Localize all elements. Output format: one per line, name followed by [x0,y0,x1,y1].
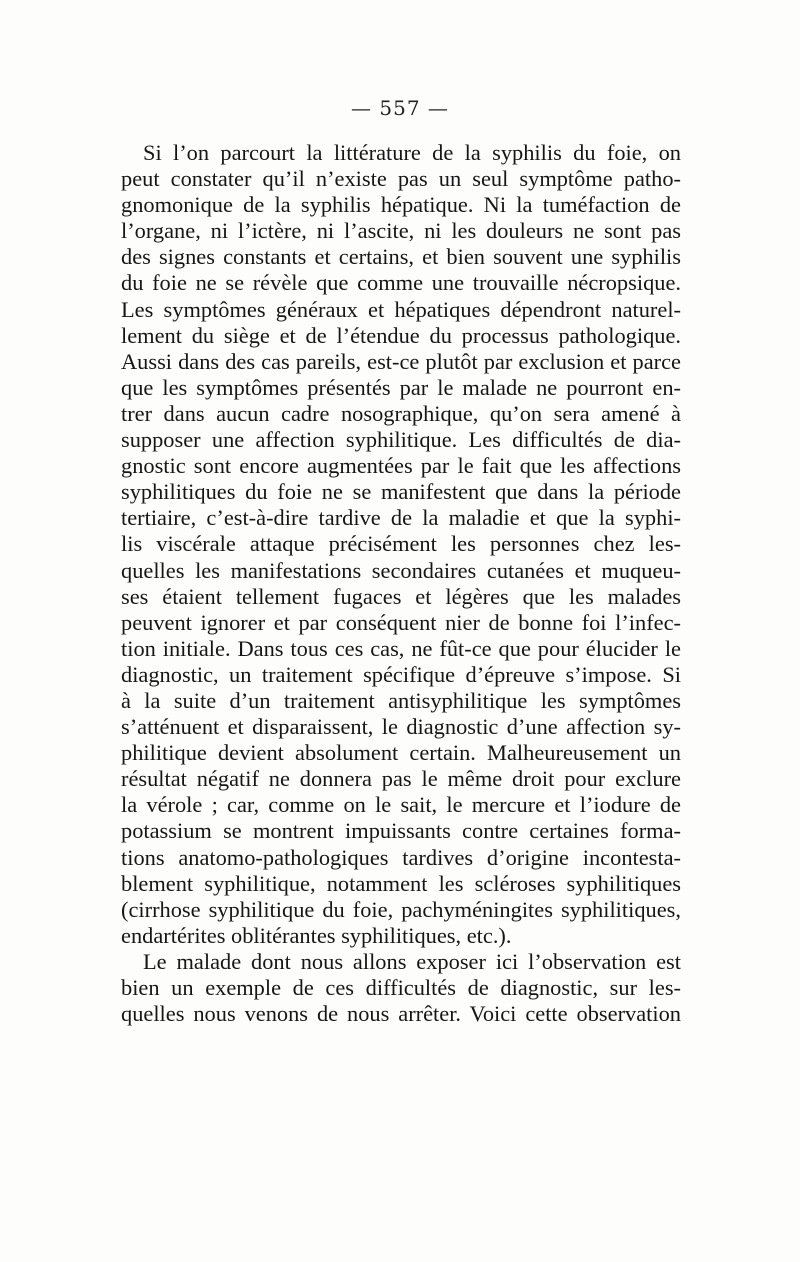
text-line: tertiaire, c’est-à-dire tardive de la maladie et que la syphi- [121,505,681,531]
text-line: philitique devient absolument certain. Malheureusement un [121,740,681,766]
text-line: que les symptômes présentés par le malade ne pourront en- [121,374,681,400]
text-line: résultat négatif ne donnera pas le même droit pour exclure [121,766,681,792]
text-line: bien un exemple de ces difficultés de diagnostic, sur les- [121,975,681,1000]
text-line: Les symptômes généraux et hépatiques dépendront naturel- [121,296,681,322]
text-line: endartérites oblitérantes syphilitiques, etc.). [121,922,512,948]
page-number: — 557 — [351,96,449,120]
text-line: gnostic sont encore augmentées par le fait que les affections [121,453,681,479]
text-line: l’organe, ni l’ictère, ni l’ascite, ni les douleurs ne sont pas [121,218,681,244]
text-line: supposer une affection syphilitique. Les difficultés de dia- [121,427,681,453]
text-line: tion initiale. Dans tous ces cas, ne fût-ce que pour élucider le [121,635,681,661]
text-line: (cirrhose syphilitique du foie, pachyméningites syphilitiques, [121,896,681,922]
text-line: quelles les manifestations secondaires cutanées et muqueu- [121,557,681,583]
text-line: tions anatomo-pathologiques tardives d’origine incontesta- [121,844,681,870]
text-line: Si l’on parcourt la littérature de la syphilis du foie, on [143,140,681,165]
text-line: diagnostic, un traitement spécifique d’épreuve s’impose. Si [121,661,681,687]
text-line: Le malade dont nous allons exposer ici l’observation est [143,948,681,974]
text-line: blement syphilitique, notamment les scléroses syphilitiques [121,870,681,896]
text-line: lis viscérale attaque précisément les personnes chez les- [121,531,681,557]
text-line: des signes constants et certains, et bien souvent une syphilis [121,244,681,270]
text-line: peut constater qu’il n’existe pas un seul symptôme patho- [121,166,681,192]
text-line: à la suite d’un traitement antisyphilitique les symptômes [121,687,681,713]
text-line: lement du siège et de l’étendue du processus pathologique. [121,322,681,348]
text-line: syphilitiques du foie ne se manifestent que dans la période [121,479,681,505]
text-line: s’atténuent et disparaissent, le diagnostic d’une affection sy- [121,714,681,740]
text-line: trer dans aucun cadre nosographique, qu’on sera amené à [121,400,681,426]
text-line: Aussi dans des cas pareils, est-ce plutôt par exclusion et parce [121,348,681,374]
body-text [121,140,681,1027]
text-line: la vérole ; car, comme on le sait, le mercure et l’iodure de [121,792,681,818]
text-line: peuvent ignorer et par conséquent nier de bonne foi l’infec- [121,609,681,635]
text-line: ses étaient tellement fugaces et légères que les malades [121,583,681,609]
text-line: potassium se montrent impuissants contre certaines forma- [121,818,681,844]
text-line: gnomonique de la syphilis hépatique. Ni la tuméfaction de [121,192,681,218]
text-line: quelles nous venons de nous arrêter. Voici cette observation [121,1001,681,1027]
text-line: du foie ne se révèle que comme une trouvaille nécropsique. [121,270,681,296]
